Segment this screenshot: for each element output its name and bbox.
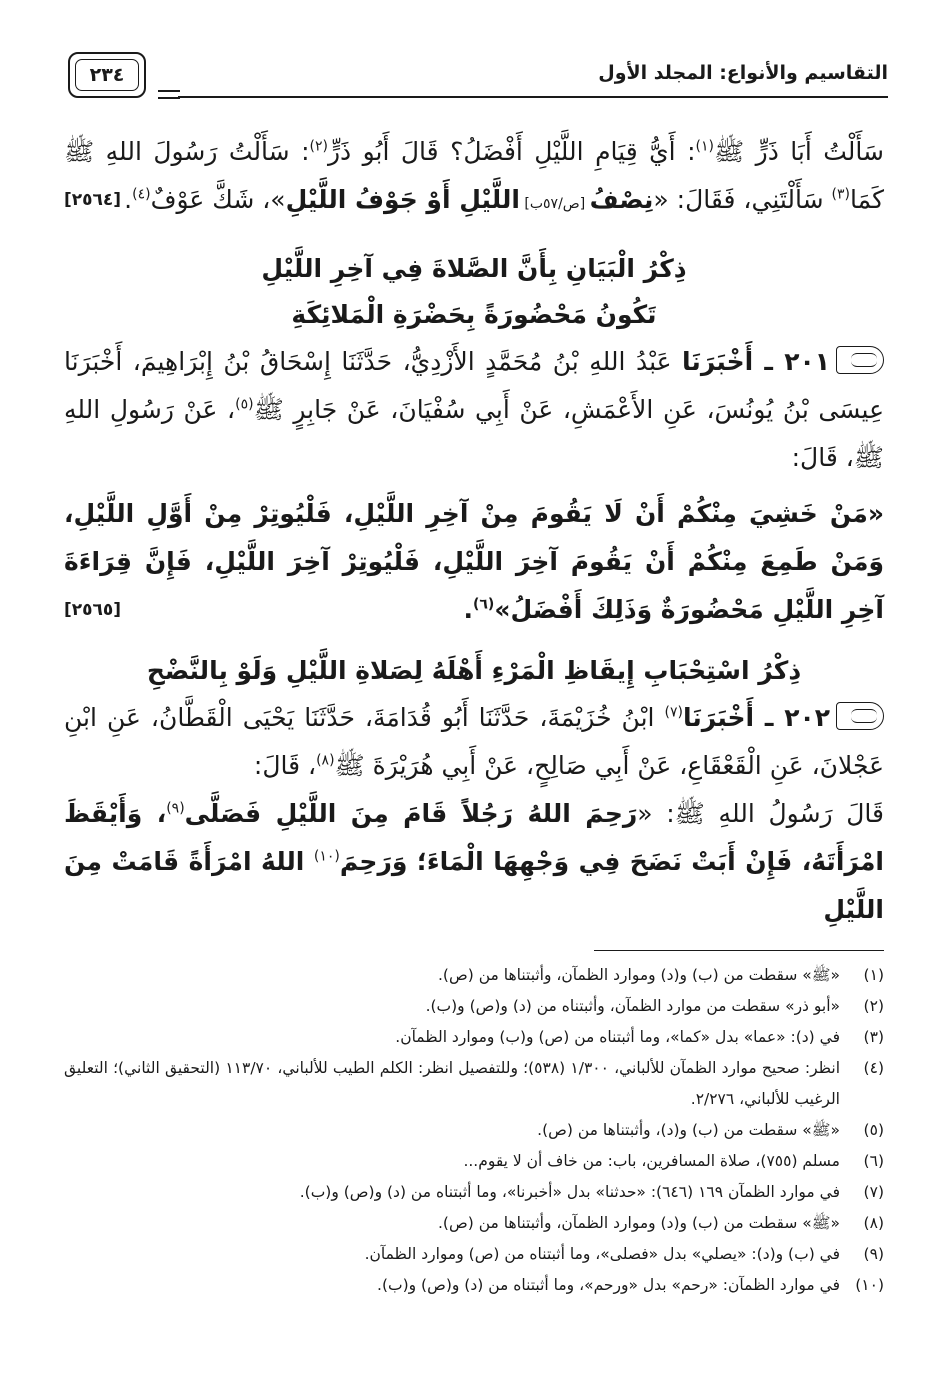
paragraph-1 [64,128,884,228]
hadith-text-bold: ، وَأَيْقَظَ امْرَأَتَهُ، فَإِنْ أَبَتْ نَضَحَ فِي وَجْهِهَا الْمَاءَ؛ وَرَحِمَ [64,799,884,876]
chapter-heading-1-line-1: ذِكْرُ الْبَيَانِ بِأَنَّ الصَّلاةَ فِي آخِرِ اللَّيْلِ [261,254,687,283]
footnote-marker[interactable]: (٣) [831,186,851,203]
page-body [64,128,884,934]
footnote-marker[interactable]: (١) [695,138,714,155]
footnote-item [64,1115,884,1146]
footnote-item [64,1053,884,1115]
footnote-number: (١) [863,966,884,984]
footnote-item [64,1239,884,1270]
page-number-frame [68,52,146,98]
footnote-number: (٤) [863,1059,884,1077]
footnote-marker[interactable]: (٥) [235,396,254,413]
footnote-number: (٨) [863,1214,884,1232]
page-number: ٢٣٤ [75,59,139,91]
hadith-text-bold: اللَّيْلِ أَوْ جَوْفُ اللَّيْلِ [285,185,520,214]
footnote-item [64,960,884,991]
header-dash-bottom [158,97,180,99]
footnote-item [64,1270,884,1301]
matn-text [64,490,884,634]
footnote-text: في موارد الظمآن ١٦٩ (٦٤٦): «حدثنا» بدل «أخبرنا»، وما أثبتناه من (د) و(ص) و(ب). [299,1183,840,1201]
text-run: ، عَنْ رَسُولِ اللهِ ﷺ، قَالَ: [64,395,884,472]
footnote-item [64,1208,884,1239]
footnote-text: انظر: صحيح موارد الظمآن للألباني، ١/٣٠٠ (٥٣٨)؛ وللتفصيل انظر: الكلم الطيب للألباني، ١١٣/٧٠ (التحقيق الثاني)؛ التعليق الرغيب للألباني، ٢/٢٧٦. [64,1059,840,1108]
hadith-text-bold: نِصْفُ [589,185,654,214]
hadith-reference-number: [٢٥٦٤] [64,190,122,210]
text-run: ، قَالَ: [253,751,317,780]
footnote-item [64,1022,884,1053]
footnote-number: (١٠) [855,1276,884,1294]
footnote-number: (٧) [863,1183,884,1201]
chapter-heading-1-line-2: تَكُونُ مَحْضُورَةً بِحَضْرَةِ الْمَلائِكَةِ [291,300,657,329]
footnote-marker[interactable]: (٢) [309,138,328,155]
chapter-heading-2: ذِكْرُ اسْتِحْبَابِ إِيقَاظِ الْمَرْءِ أَهْلَهُ لِصَلاةِ اللَّيْلِ وَلَوْ بِالنَّضْحِ [146,656,802,685]
paragraph-3 [64,490,884,634]
footnote-marker[interactable]: (٤) [132,186,151,203]
text-run: . [124,185,133,214]
footnote-marker[interactable]: (١٠) [313,848,340,865]
hadith-text-bold: رَحِمَ اللهُ رَجُلاً قَامَ مِنَ اللَّيْلِ فَصَلَّى [184,799,638,828]
isnad-text: عَبْدُ اللهِ بْنُ مُحَمَّدٍ الأَزْدِيُّ، حَدَّثَنَا إِسْحَاقُ بْنُ إِبْرَاهِيمَ، أَخْبَرَنَا عِيسَى بْنُ يُونُسَ، عَنِ الأَعْمَشِ، عَنْ أَبِي سُفْيَانَ، عَنْ جَابِرٍ ﷺ [64,347,884,424]
hadith-marker-icon [836,702,884,730]
footnote-text: في (د): «عما» بدل «كما»، وما أثبتناه من (ص) و(ب) وموارد الظمآن. [395,1028,840,1046]
footnote-number: (٦) [863,1152,884,1170]
footnote-number: (٣) [863,1028,884,1046]
hadith-text-bold: «مَنْ خَشِيَ مِنْكُمْ أَنْ لَا يَقُومَ مِنْ آخِرِ اللَّيْلِ، فَلْيُوتِرْ مِنْ أَوَّلِ اللَّيْلِ، وَمَنْ طَمِعَ مِنْكُمْ أَنْ يَقُومَ آخِرَ اللَّيْلِ، فَلْيُوتِرْ آخِرَ اللَّيْلِ، فَإِنَّ قِرَاءَةَ آخِرِ اللَّيْلِ مَحْضُورَةٌ وَذَلِكَ أَفْضَلُ» [64,499,884,624]
text-run: »، شَكَّ عَوْفٌ [150,185,286,214]
header-dash-top [158,90,180,92]
text-run: سَأَلْتَنِي، فَقَالَ: « [653,185,832,214]
hadith-number: ٢٠٢ ـ أَخْبَرَنَا [683,703,831,732]
footnote-item [64,991,884,1022]
footnote-text: في (ب) و(د): «يصلي» بدل «فصلى»، وما أثبتناه من (ص) وموارد الظمآن. [364,1245,840,1263]
footnote-marker[interactable]: (٧) [664,704,683,721]
footnote-number: (٢) [863,997,884,1015]
isnad-text: ابْنُ خُزَيْمَةَ، حَدَّثَنَا أَبُو قُدَامَةَ، حَدَّثَنَا يَحْيَى الْقَطَّانُ، عَنِ ابْنِ عَجْلانَ، عَنِ الْقَعْقَاعِ، عَنْ أَبِي صَالِحٍ، عَنْ أَبِي هُرَيْرَةَ ﷺ [64,703,884,780]
footnote-text: «ﷺ» سقطت من (ب) و(د) وموارد الظمآن، وأثبتناها من (ص). [438,966,840,984]
footnote-number: (٩) [863,1245,884,1263]
paragraph-1-text [64,128,884,228]
footnote-marker[interactable]: (٦) [472,596,495,613]
text-run: قَالَ رَسُولُ اللهِ ﷺ: « [637,799,884,828]
hadith-marker-icon [836,346,884,374]
text-run: : أَيُّ قِيَامِ اللَّيْلِ أَفْضَلُ؟ قَالَ أَبُو ذَرٍّ [327,137,696,166]
footnote-text: «ﷺ» سقطت من (ب) و(د)، وأثبتناها من (ص). [537,1121,840,1139]
footnote-marker[interactable]: (٨) [316,752,335,769]
footnote-marker[interactable]: (٩) [166,800,185,817]
footnote-text: «ﷺ» سقطت من (ب) و(د) وموارد الظمآن، وأثبتناها من (ص). [438,1214,840,1232]
hadith-text-bold: اللهُ امْرَأَةً قَامَتْ مِنَ اللَّيْلِ [64,847,884,924]
footnote-text: في موارد الظمآن: «رحم» بدل «ورحم»، وما أثبتناه من (د) و(ص) و(ب). [377,1276,840,1294]
footnote-text: «أبو ذر» سقطت من موارد الظمآن، وأثبتناه من (د) و(ص) و(ب). [425,997,840,1015]
footnote-separator [594,950,884,951]
paragraph-4 [64,694,884,790]
running-title: التقاسيم والأنواع: المجلد الأول [598,62,888,84]
footnote-item [64,1177,884,1208]
header-rule [178,96,888,98]
hadith-reference-number: [٢٥٦٥] [64,600,122,620]
footnote-text: مسلم (٧٥٥)، صلاة المسافرين، باب: من خاف أن لا يقوم... [463,1152,840,1170]
manuscript-page-ref: [ص/٥٧ب] [519,196,590,212]
paragraph-5 [64,790,884,934]
honorific-glyph: ﷺ [713,137,745,166]
hadith-number: ٢٠١ ـ أَخْبَرَنَا [682,347,830,376]
page-header [60,52,888,110]
text-run: سَأَلْتُ أَبَا ذَرٍّ [755,137,884,166]
footnote-number: (٥) [863,1121,884,1139]
footnote-item [64,1146,884,1177]
footnotes [64,960,884,1301]
paragraph-2 [64,338,884,482]
text-run: . [463,595,473,624]
text-run: : سَأَلْتُ رَسُولَ اللهِ ﷺ كَمَا [64,137,884,214]
